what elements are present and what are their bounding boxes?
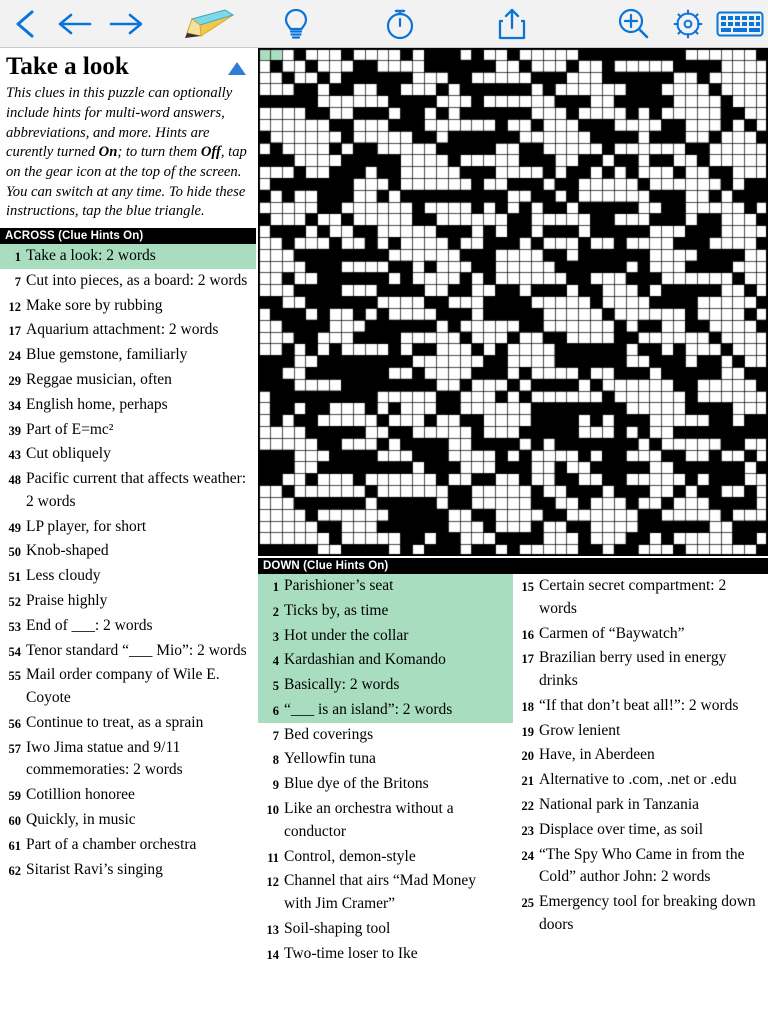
clue-item[interactable] <box>258 599 513 624</box>
clue-text: “If that don’t beat all!”: 2 words <box>539 696 739 714</box>
left-panel <box>0 48 256 1024</box>
clue-number: 48 <box>8 473 21 488</box>
clue-text: Take a look: 2 words <box>26 247 156 265</box>
across-clue-list[interactable] <box>0 244 256 882</box>
clue-text: Basically: 2 words <box>284 676 400 694</box>
clue-number: 13 <box>266 922 279 937</box>
clue-item[interactable] <box>258 797 513 845</box>
clue-text: Yellowfin tuna <box>284 750 376 768</box>
clue-number: 14 <box>266 947 279 962</box>
clue-number: 22 <box>521 799 534 814</box>
clue-item[interactable] <box>513 768 768 793</box>
clue-item[interactable] <box>258 574 513 599</box>
clue-text: Sitarist Ravi’s singing <box>26 860 163 878</box>
clue-text: Knob-shaped <box>26 542 109 560</box>
clue-text: Tenor standard “___ Mio”: 2 words <box>26 641 247 659</box>
clue-number: 53 <box>8 619 21 634</box>
down-clue-columns <box>258 574 768 967</box>
down-clue-list-column-1[interactable] <box>258 574 513 967</box>
clue-text: “___ is an island”: 2 words <box>284 700 453 718</box>
clue-number: 17 <box>521 652 534 667</box>
clue-item[interactable] <box>513 622 768 647</box>
down-section-header: DOWN (Clue Hints On) <box>258 558 768 574</box>
collapse-triangle-icon[interactable] <box>228 62 246 75</box>
keyboard-icon[interactable] <box>713 0 768 48</box>
clue-number: 39 <box>8 423 21 438</box>
clue-item[interactable] <box>0 442 256 467</box>
clue-number: 1 <box>272 580 279 594</box>
instructions-text <box>0 80 256 228</box>
clue-number: 9 <box>272 778 279 793</box>
clue-item[interactable] <box>0 663 256 711</box>
clue-item[interactable] <box>0 614 256 639</box>
clue-item[interactable] <box>0 269 256 294</box>
clue-number: 16 <box>521 627 534 642</box>
clue-text: “The Spy Who Came in from the Cold” author John: 2 words <box>539 845 745 886</box>
clue-number: 51 <box>8 570 21 585</box>
clue-item[interactable] <box>0 589 256 614</box>
clue-number: 25 <box>521 896 534 911</box>
clue-item[interactable] <box>0 393 256 418</box>
clue-number: 50 <box>8 545 21 560</box>
clue-number: 61 <box>8 838 21 853</box>
clue-text: Parishioner’s seat <box>284 577 394 594</box>
clue-text: Alternative to .com, .net or .edu <box>539 771 737 789</box>
clue-number: 34 <box>8 398 21 413</box>
clue-item[interactable] <box>258 624 513 649</box>
page-title: Take a look <box>6 53 129 80</box>
clue-item[interactable] <box>0 639 256 664</box>
clue-text: Like an orchestra without a conductor <box>284 800 454 840</box>
clue-item[interactable] <box>258 648 513 673</box>
clue-item[interactable] <box>258 917 513 942</box>
clue-number: 20 <box>521 749 534 764</box>
clue-text: English home, perhaps <box>26 395 168 413</box>
clue-number: 4 <box>272 654 279 669</box>
clue-text: Part of E=mc² <box>26 420 114 438</box>
clue-number: 5 <box>272 679 279 694</box>
clue-number: 11 <box>267 850 279 865</box>
pencil-icon[interactable] <box>175 0 244 48</box>
clue-item[interactable] <box>0 736 256 784</box>
share-icon[interactable] <box>469 0 555 48</box>
down-panel <box>258 558 768 1024</box>
clue-item[interactable] <box>513 843 768 891</box>
clue-item[interactable] <box>0 833 256 858</box>
clue-item[interactable] <box>513 719 768 744</box>
clue-text: Hot under the collar <box>284 626 409 644</box>
across-section-header: ACROSS (Clue Hints On) <box>0 228 256 244</box>
clue-item[interactable] <box>0 808 256 833</box>
clue-number: 59 <box>8 789 21 804</box>
down-clue-list-column-2[interactable] <box>513 574 768 967</box>
clue-item[interactable] <box>258 942 513 967</box>
clue-number: 7 <box>14 274 21 289</box>
instructions-header <box>0 48 256 80</box>
clue-text: Displace over time, as soil <box>539 820 703 838</box>
clue-number: 2 <box>272 604 279 619</box>
clue-item[interactable] <box>258 747 513 772</box>
clue-text: Carmen of “Baywatch” <box>539 624 685 642</box>
clue-number: 56 <box>8 716 21 731</box>
clue-text: LP player, for short <box>26 517 147 535</box>
clue-text: Cut obliquely <box>26 445 111 463</box>
clue-number: 54 <box>8 644 21 659</box>
clue-number: 3 <box>272 629 279 644</box>
clue-item[interactable] <box>0 711 256 736</box>
instructions-part-3: Off <box>200 144 221 161</box>
clue-item[interactable] <box>513 646 768 694</box>
clue-number: 43 <box>8 448 21 463</box>
clue-text: Blue dye of the Britons <box>284 775 429 793</box>
clue-number: 8 <box>272 753 279 768</box>
clue-text: Aquarium attachment: 2 words <box>26 321 219 339</box>
clue-item[interactable] <box>0 244 256 269</box>
arrow-left-icon[interactable] <box>50 0 100 48</box>
clue-number: 10 <box>266 803 279 818</box>
clue-item[interactable] <box>513 574 768 622</box>
clue-text: Brazilian berry used in energy drinks <box>539 649 727 690</box>
clue-item[interactable] <box>0 539 256 564</box>
clue-item[interactable] <box>513 890 768 938</box>
clue-number: 18 <box>521 699 534 714</box>
clue-text: Reggae musician, often <box>26 370 172 388</box>
clue-number: 55 <box>8 669 21 684</box>
clue-text: Blue gemstone, familiarly <box>26 346 188 364</box>
clue-item[interactable] <box>0 467 256 515</box>
clue-text: Control, demon-style <box>284 847 416 865</box>
clue-item[interactable] <box>0 418 256 443</box>
clue-text: Continue to treat, as a sprain <box>26 713 204 731</box>
clue-item[interactable] <box>513 694 768 719</box>
clue-item[interactable] <box>513 743 768 768</box>
clue-number: 52 <box>8 595 21 609</box>
clue-number: 62 <box>8 863 21 878</box>
timer-icon[interactable] <box>359 0 441 48</box>
clue-number: 12 <box>8 299 21 314</box>
clue-item[interactable] <box>0 368 256 393</box>
clue-text: Kardashian and Komando <box>284 651 446 669</box>
clue-number: 15 <box>521 580 534 594</box>
clue-number: 60 <box>8 814 21 829</box>
clue-text: Soil-shaping tool <box>284 919 391 937</box>
clue-number: 19 <box>521 724 534 739</box>
clue-number: 17 <box>8 324 21 339</box>
clue-item[interactable] <box>0 564 256 589</box>
lightbulb-icon[interactable] <box>260 0 331 48</box>
clue-text: Part of a chamber orchestra <box>26 835 197 853</box>
clue-number: 1 <box>14 250 21 265</box>
clue-text: Bed coverings <box>284 725 374 743</box>
clue-number: 21 <box>521 774 534 789</box>
back-chevron-icon[interactable] <box>0 0 50 48</box>
clue-text: National park in Tanzania <box>539 796 700 814</box>
clue-text: Quickly, in music <box>26 811 136 829</box>
clue-text: Certain secret compartment: 2 words <box>539 577 727 617</box>
clue-number: 24 <box>521 848 534 863</box>
clue-text: Less cloudy <box>26 567 101 585</box>
instructions-part-4: , tap on the gear icon at the top of the screen. You can switch at any time. To hide these instructions, tap the blue triangle. <box>6 144 247 220</box>
clue-number: 29 <box>8 373 21 388</box>
clue-item[interactable] <box>258 723 513 748</box>
clue-item[interactable] <box>0 343 256 368</box>
clue-text: Iwo Jima statue and 9/11 commemoraties: 2 words <box>26 738 183 779</box>
clue-item[interactable] <box>0 318 256 343</box>
clue-item[interactable] <box>258 869 513 917</box>
clue-text: End of ___: 2 words <box>26 616 153 634</box>
crossword-grid[interactable] <box>258 48 768 556</box>
clue-number: 24 <box>8 349 21 364</box>
clue-text: Have, in Aberdeen <box>539 746 655 764</box>
clue-text: Two-time loser to Ike <box>284 944 418 962</box>
clue-item[interactable] <box>0 783 256 808</box>
instructions-part-2: ; to turn them <box>117 144 201 161</box>
clue-item[interactable] <box>258 772 513 797</box>
clue-text: Pacific current that affects weather: 2 words <box>26 470 247 510</box>
clue-text: Ticks by, as time <box>284 601 389 619</box>
clue-number: 57 <box>8 741 21 756</box>
top-toolbar <box>0 0 768 48</box>
clue-text: Mail order company of Wile E. Coyote <box>26 666 220 707</box>
clue-item[interactable] <box>258 845 513 870</box>
clue-text: Make sore by rubbing <box>26 296 163 314</box>
zoom-in-icon[interactable] <box>603 0 662 48</box>
clue-item[interactable] <box>0 858 256 883</box>
clue-number: 6 <box>272 703 279 718</box>
clue-text: Praise highly <box>26 592 108 609</box>
clue-text: Emergency tool for breaking down doors <box>539 893 756 933</box>
clue-item[interactable] <box>258 698 513 723</box>
arrow-right-icon[interactable] <box>100 0 154 48</box>
clue-number: 23 <box>521 823 534 838</box>
instructions-part-0: This clues in this puzzle can optionally include hints for multi-word answers, abbreviations, and more. Hints are curently turned <box>6 85 233 161</box>
clue-text: Cotillion honoree <box>26 786 135 804</box>
clue-item[interactable] <box>0 294 256 319</box>
clue-item[interactable] <box>513 818 768 843</box>
clue-item[interactable] <box>0 515 256 540</box>
clue-text: Cut into pieces, as a board: 2 words <box>26 271 248 289</box>
clue-number: 49 <box>8 520 21 535</box>
instructions-part-1: On <box>98 144 118 161</box>
clue-item[interactable] <box>513 793 768 818</box>
clue-number: 7 <box>272 728 279 743</box>
clue-text: Grow lenient <box>539 721 621 739</box>
clue-text: Channel that airs “Mad Money with Jim Cramer” <box>284 872 476 913</box>
clue-item[interactable] <box>258 673 513 698</box>
gear-icon[interactable] <box>663 0 713 48</box>
clue-number: 12 <box>266 875 279 890</box>
